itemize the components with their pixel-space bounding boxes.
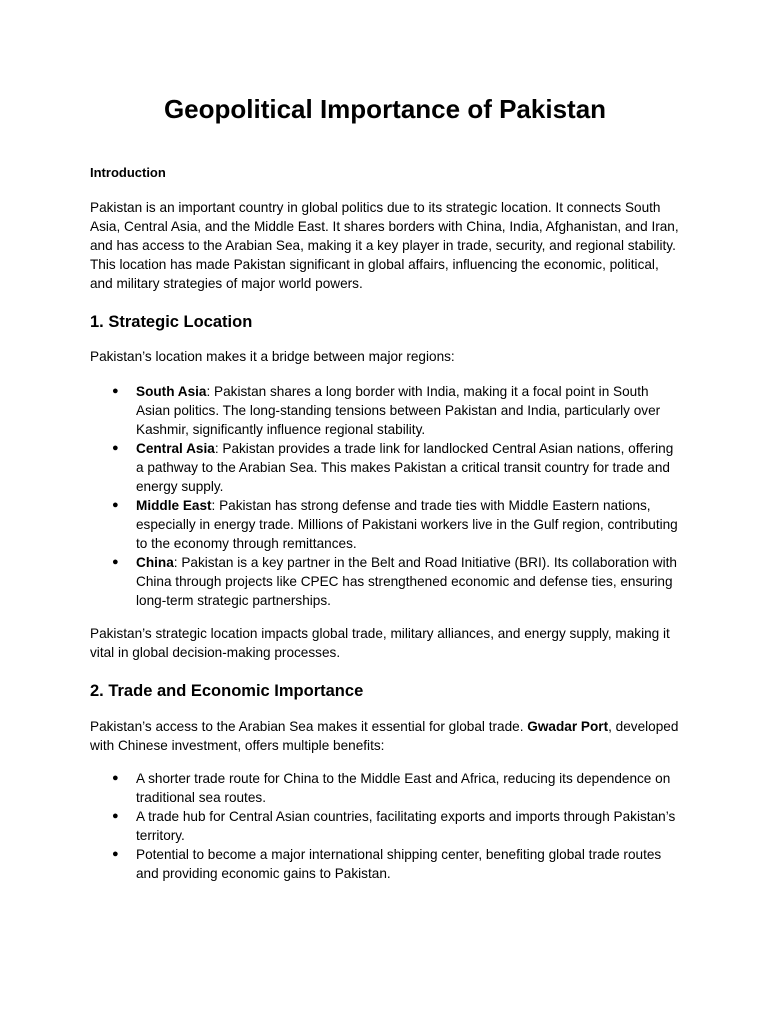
section-2-list-block xyxy=(90,769,680,883)
intro-paragraph: Pakistan is an important country in global politics due to its strategic location. It connects South Asia, Central Asia, and the Middle East. It shares borders with China, India, Afghanistan, and Iran, and has access to the Arabian Sea, making it a key player in trade, security, and regional stability. This location has made Pakistan significant in global affairs, influencing the economic, political, and military strategies of major world powers. xyxy=(90,200,679,291)
section-2 xyxy=(90,680,680,702)
list-item xyxy=(90,553,680,610)
list-item-text: : Pakistan shares a long border with India, making it a focal point in South Asian politics. The long-standing tensions between Pakistan and India, particularly over Kashmir, significantly influence regional stability. xyxy=(136,384,661,437)
bullet-icon: ● xyxy=(112,810,119,822)
section-2-list xyxy=(90,769,680,883)
intro-paragraph-block xyxy=(90,198,680,293)
list-item-term: Middle East xyxy=(136,498,212,513)
section-1 xyxy=(90,311,680,333)
bullet-icon: ● xyxy=(112,499,119,511)
section-2-lead-before: Pakistan’s access to the Arabian Sea makes it essential for global trade. xyxy=(90,719,528,734)
list-item-term: Central Asia xyxy=(136,441,215,456)
section-1-lead: Pakistan’s location makes it a bridge between major regions: xyxy=(90,349,455,364)
list-item-text: : Pakistan has strong defense and trade ties with Middle Eastern nations, especially in energy trade. Millions of Pakistani workers live in the Gulf region, contributing to the economy through remittances. xyxy=(136,498,678,551)
list-item-term: China xyxy=(136,555,174,570)
section-2-lead-block xyxy=(90,717,680,755)
list-item xyxy=(90,807,680,845)
bullet-icon: ● xyxy=(112,385,119,397)
bullet-icon: ● xyxy=(112,848,119,860)
bullet-icon: ● xyxy=(112,556,119,568)
gwadar-port-term: Gwadar Port xyxy=(527,719,609,734)
list-item-text: : Pakistan is a key partner in the Belt and Road Initiative (BRI). Its collaboration with China through projects like CPEC has strengthened economic and defense ties, ensuring long-term strategic partnerships. xyxy=(136,555,677,608)
section-2-lead xyxy=(90,717,680,755)
section-1-lead-block xyxy=(90,347,680,366)
bullet-icon: ● xyxy=(112,442,119,454)
section-1-closing-block xyxy=(90,624,680,662)
section-2-heading: 2. Trade and Economic Importance xyxy=(90,682,364,700)
list-item xyxy=(90,382,680,439)
section-1-list xyxy=(90,382,680,610)
list-item-text: A trade hub for Central Asian countries, facilitating exports and imports through Pakistan’s territory. xyxy=(136,809,676,843)
section-1-closing: Pakistan’s strategic location impacts global trade, military alliances, and energy supply, making it vital in global decision-making processes. xyxy=(90,626,670,660)
section-1-heading: 1. Strategic Location xyxy=(90,313,253,331)
list-item-text: : Pakistan provides a trade link for landlocked Central Asian nations, offering a pathway to the Arabian Sea. This makes Pakistan a critical transit country for trade and energy supply. xyxy=(136,441,674,494)
list-item xyxy=(90,439,680,496)
list-item-text: A shorter trade route for China to the Middle East and Africa, reducing its dependence on traditional sea routes. xyxy=(136,771,671,805)
bullet-icon: ● xyxy=(112,772,119,784)
document-title: Geopolitical Importance of Pakistan xyxy=(163,94,607,124)
section-1-list-block xyxy=(90,382,680,610)
list-item-term: South Asia xyxy=(136,384,207,399)
list-item xyxy=(90,496,680,553)
section-2-lead-after: , developed with Chinese investment, offers multiple benefits: xyxy=(90,719,679,753)
list-item xyxy=(90,769,680,807)
list-item-text: Potential to become a major international shipping center, benefiting global trade routes and providing economic gains to Pakistan. xyxy=(136,847,662,881)
intro-heading: Introduction xyxy=(90,165,166,180)
list-item xyxy=(90,845,680,883)
